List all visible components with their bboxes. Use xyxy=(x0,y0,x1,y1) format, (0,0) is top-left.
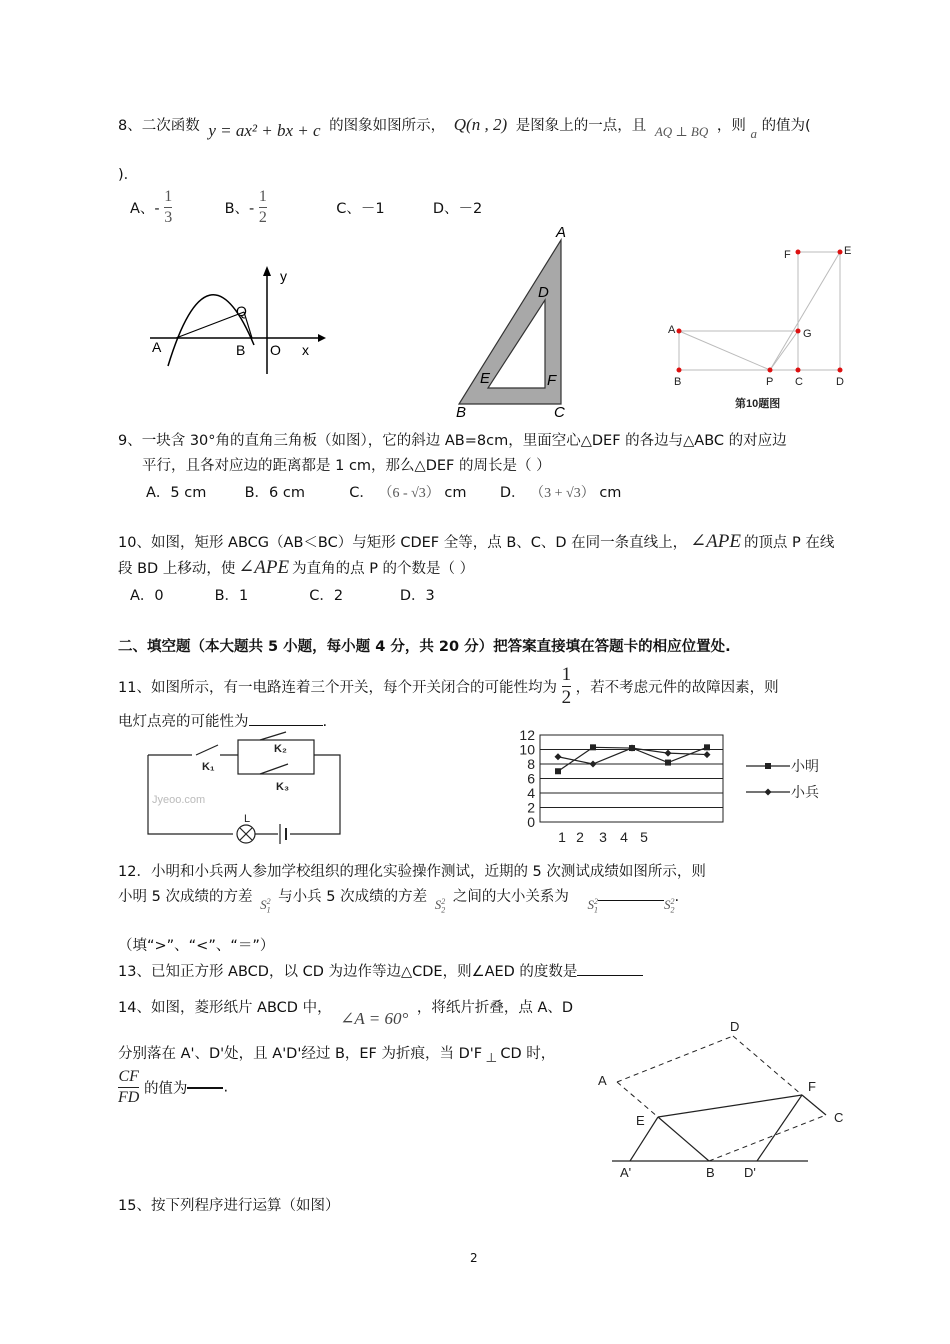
q9-fig-e: E xyxy=(480,370,491,387)
q8-mid2: 是图象上的一点，且 xyxy=(515,118,647,134)
q14-line2: 分别落在 A'、D'处，且 A'D'经过 B，EF 为折痕，当 D'F ⊥ CD 时， xyxy=(118,1046,556,1065)
q12-line3: （填“>”、“<”、“＝”） xyxy=(118,938,275,954)
q8-fig-y: y xyxy=(280,268,287,284)
q8-line2: )． xyxy=(118,167,139,183)
q8-end: 的值为( xyxy=(761,118,811,134)
q10-fig-f: F xyxy=(784,249,791,261)
chart-x-tick-label: 1 xyxy=(558,829,566,845)
q10-fig-g: G xyxy=(803,328,812,340)
q9-line1: 9、一块含 30°角的直角三角板（如图），它的斜边 AB=8cm，里面空心△DEF 的各边与△ABC 的对应边 xyxy=(118,433,787,449)
q8-perp: AQ ⊥ BQ xyxy=(654,124,709,139)
q14-fig-d: D xyxy=(730,1019,740,1034)
q11-line1: 11、如图所示，有一电路连着三个开关，每个开关闭合的可能性均为 $\frac{1}{2}$ ，若不考虑元件的故障因素，则 xyxy=(118,664,779,708)
section-2-heading: 二、填空题（本大题共 5 小题，每小题 4 分，共 20 分）把答案直接填在答题卡的相应位置处. xyxy=(118,639,731,655)
q8-mid3: ，则 xyxy=(716,118,746,134)
q10-option-d: D．3 xyxy=(399,588,435,604)
chart-y-tick-label: 10 xyxy=(519,741,535,758)
q14-fig-a: A xyxy=(598,1073,607,1088)
q11-line2: 电灯点亮的可能性为 . xyxy=(118,714,328,730)
q14-fig-f: F xyxy=(808,1079,816,1094)
q10-fig-d: D xyxy=(836,376,844,388)
chart-y-tick-label: 4 xyxy=(527,785,535,801)
chart-y-tick-label: 2 xyxy=(527,799,535,816)
q9-fig-d: D xyxy=(538,284,549,301)
q14-fraction: $\frac{CF}{FD}$ xyxy=(118,1068,140,1106)
q12-answer-s2: $S_2^2$ xyxy=(663,896,675,915)
q10-option-c: C．2 xyxy=(309,588,344,604)
q8-option-a: A、- $\frac{1}{3}$ xyxy=(130,188,173,226)
q11-fraction: $\frac{1}{2}$ xyxy=(561,664,572,708)
q10-fig-a: A xyxy=(668,324,676,336)
q8-fig-o: O xyxy=(270,342,281,358)
q12-variance-s2: $S_2^2$ xyxy=(434,896,446,915)
q12-line1: 12．小明和小兵两人参加学校组织的理化实验操作测试，近期的 5 次测试成绩如图所示，则 xyxy=(118,864,706,880)
q8-fig-x: x xyxy=(302,342,309,358)
q14-angle: ∠A = 60° xyxy=(340,1009,409,1028)
q14-fig-c: C xyxy=(834,1110,844,1125)
q12-line2: 小明 5 次成绩的方差 $S_1^2$ 与小兵 5 次成绩的方差 $S_2^2$ 之间的大小关系为 $S_1^2$ $S_2^2$. xyxy=(118,889,680,915)
q8-option-d: D、－2 xyxy=(432,201,483,217)
q11-fig-k2: K₂ xyxy=(274,743,287,755)
q10-option-b: B．1 xyxy=(214,588,249,604)
q14-fig-d-prime: D' xyxy=(744,1165,756,1180)
q8-var: a xyxy=(750,126,757,141)
q10-fig-p: P xyxy=(766,376,774,388)
q12-answer-s1: $S_1^2$ xyxy=(587,896,598,915)
q14-fig-a-prime: A' xyxy=(620,1165,632,1180)
q11-fig-k3: K₃ xyxy=(276,781,290,793)
q14-line3: $\frac{CF}{FD}$ 的值为 . xyxy=(118,1068,229,1106)
q9-fig-a: A xyxy=(556,224,567,241)
q8-function: y = ax² + bx + c xyxy=(208,121,321,140)
q9-fig-b: B xyxy=(456,404,467,421)
q12-variance-s1: $S_1^2$ xyxy=(260,896,271,915)
q8-option-c: C、－1 xyxy=(336,201,385,217)
chart-y-tick-label: 6 xyxy=(527,770,535,787)
q9-option-b: B．6 cm xyxy=(244,485,305,501)
q9-option-d: D． （3 + √3） cm xyxy=(499,485,622,501)
chart-x-tick-label: 5 xyxy=(640,829,648,845)
q10-line1: 10、如图，矩形 ABCG（AB＜BC）与矩形 CDEF 全等，点 B、C、D 在同一条直线上， ∠APE 的顶点 P 在线 xyxy=(118,531,835,552)
q8-num: 8、二次函数 xyxy=(118,118,200,134)
chart-legend-label: 小兵 xyxy=(791,784,819,800)
q11-fig-lamp: L xyxy=(244,813,251,825)
q10-angle: ∠APE xyxy=(690,531,741,552)
q11-fig-k1: K₁ xyxy=(202,761,215,773)
q9-option-a: A．5 cm xyxy=(146,485,207,501)
chart-legend-label: 小明 xyxy=(791,758,819,774)
q14-fig-e: E xyxy=(636,1113,645,1128)
q8-mid: 的图象如图所示， xyxy=(329,118,446,134)
q8-fig-a: A xyxy=(152,339,162,355)
q8-point: Q(n , 2) xyxy=(453,115,508,134)
q8-option-b: B、- $\frac{1}{2}$ xyxy=(224,188,267,226)
q9-option-c: C． （6 - √3） cm xyxy=(349,485,467,501)
q10-fig-caption: 第10题图 xyxy=(735,398,781,410)
q15-line: 15、按下列程序进行运算（如图） xyxy=(118,1198,340,1214)
chart-x-tick-label: 2 xyxy=(576,829,584,845)
q11-fig-watermark: Jyeoo.com xyxy=(152,794,206,806)
q9-fig-c: C xyxy=(554,404,565,421)
page-number: 2 xyxy=(470,1251,478,1265)
chart-x-tick-label: 4 xyxy=(620,829,628,845)
q9-fig-f: F xyxy=(547,372,557,389)
q10-line2: 段 BD 上移动，使 ∠APE 为直角的点 P 的个数是（ ） xyxy=(118,557,475,578)
q14-line1: 14、如图，菱形纸片 ABCD 中， ∠A = 60° ，将纸片折叠，点 A、D xyxy=(118,1000,574,1028)
q10-fig-b: B xyxy=(674,376,682,388)
q10-option-a: A．0 xyxy=(130,588,164,604)
chart-y-tick-label: 12 xyxy=(519,727,535,743)
q10-angle-2: ∠APE xyxy=(238,557,290,578)
q9-line2: 平行，且各对应边的距离都是 1 cm，那么△DEF 的周长是（ ） xyxy=(142,458,551,474)
q13-line: 13、已知正方形 ABCD，以 CD 为边作等边△CDE，则∠AED 的度数是 xyxy=(118,960,643,981)
chart-x-tick-label: 3 xyxy=(599,829,607,845)
q10-fig-c: C xyxy=(795,376,803,388)
chart-y-tick-label: 8 xyxy=(527,756,535,772)
chart-y-tick-label: 0 xyxy=(527,814,535,830)
q8-fig-q: Q xyxy=(236,303,247,319)
q8-fig-b: B xyxy=(236,342,246,358)
q10-fig-e: E xyxy=(844,245,852,257)
q14-fig-b: B xyxy=(706,1165,715,1180)
